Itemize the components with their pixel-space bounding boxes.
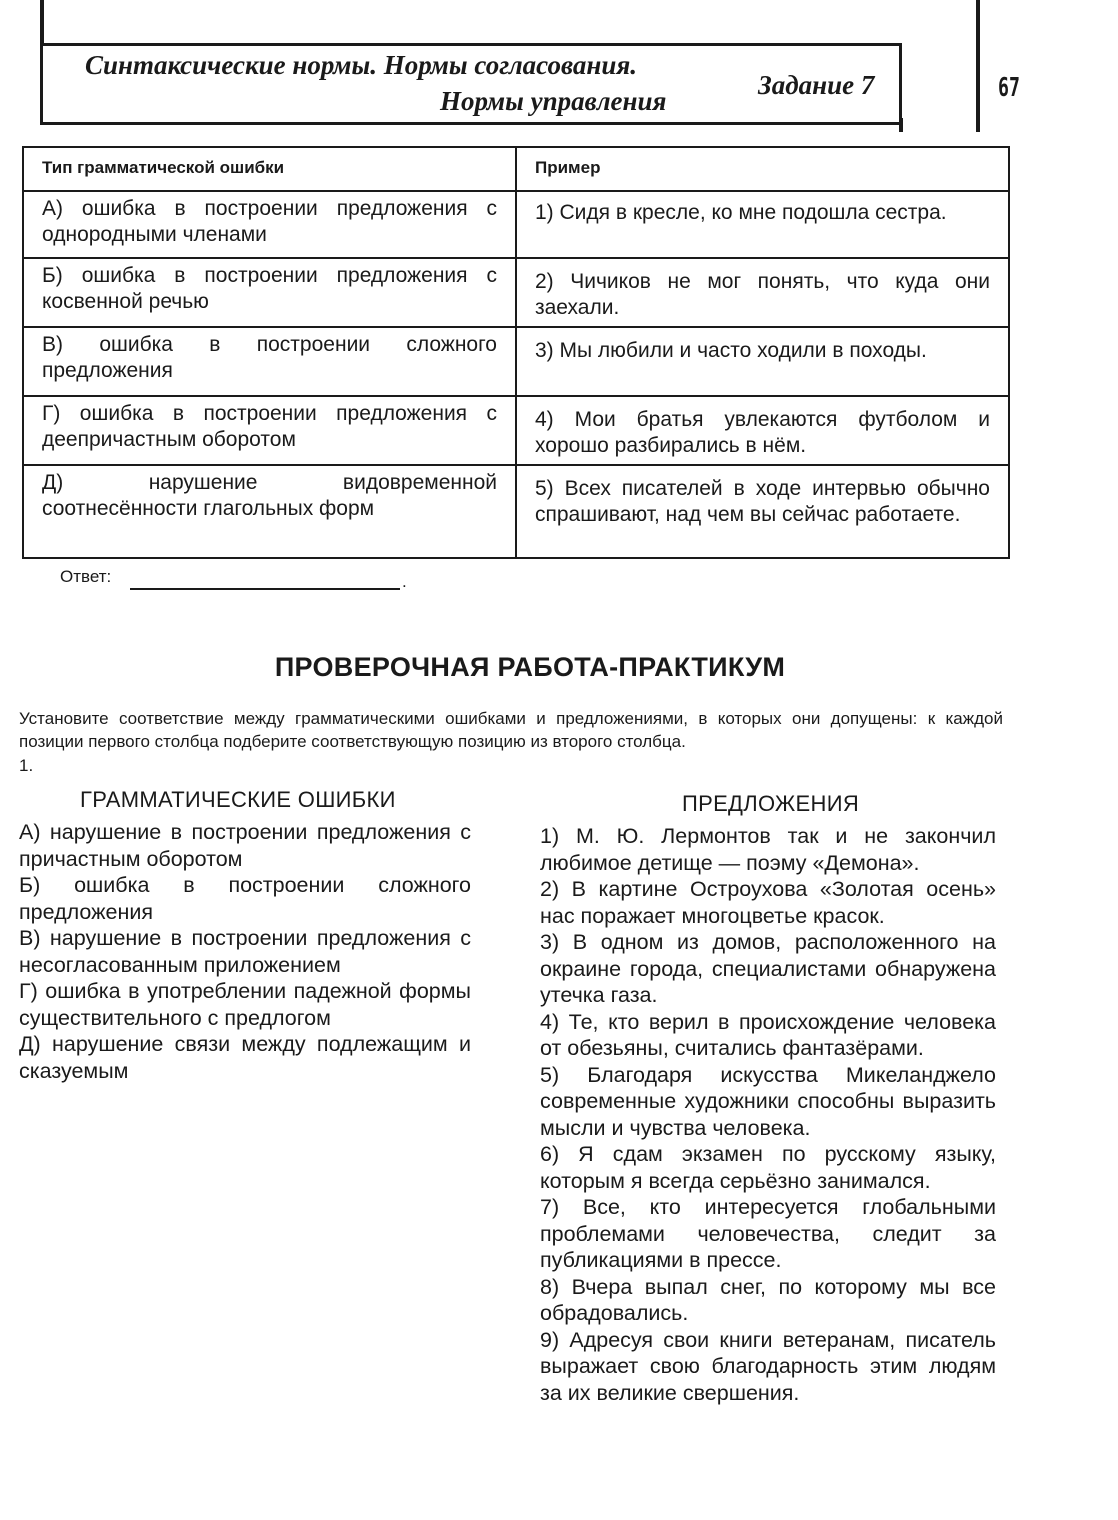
table-row <box>23 258 1009 327</box>
table-header-error-type: Тип грамматической ошибки <box>23 147 516 191</box>
table-header-example: Пример <box>516 147 1009 191</box>
left-margin-rule <box>40 0 44 46</box>
table-cell-example: 5) Всех писателей в ходе интервью обычно спрашивают, над чем вы сейчас работаете. <box>516 465 1009 558</box>
task-instruction: Установите соответствие между грамматическими ошибками и предложениями, в которых они допущены: к каждой позиции первого столбца подберите соответствующую позицию из второго столбца. <box>19 709 1003 751</box>
table-row <box>23 191 1009 258</box>
task-number: 1. <box>19 756 34 775</box>
header-title-line1: Синтаксические нормы. Нормы согласования. <box>85 50 638 80</box>
list-item: 6) Я сдам экзамен по русскому языку, которым я всегда серьёзно занимался. <box>540 1142 996 1193</box>
column-heading-sentences: ПРЕДЛОЖЕНИЯ <box>682 791 860 816</box>
table-row <box>23 465 1009 558</box>
list-item: 2) В картине Остроухова «Золотая осень» нас поражает многоцветье красок. <box>540 877 996 928</box>
list-item: 5) Благодаря искусства Микеланджело современные художники способны выразить мысли и чувства человека. <box>540 1062 996 1140</box>
error-example-table <box>22 146 1010 559</box>
table-cell-error: А) ошибка в построении предложения с однородными членами <box>23 191 516 258</box>
list-item: 3) В одном из домов, расположенного на окраине города, специалистами обнаружена утечка газа. <box>540 930 996 1007</box>
list-item: А) нарушение в построении предложения с причастным оборотом <box>19 820 471 871</box>
table-cell-error: Д) нарушение видовременной соотнесённости глагольных форм <box>23 465 516 558</box>
section-title: ПРОВЕРОЧНАЯ РАБОТА-ПРАКТИКУМ <box>274 652 786 682</box>
answer-label: Ответ: <box>60 567 112 586</box>
table-row <box>23 396 1009 465</box>
page-number: 67 <box>998 73 1020 103</box>
list-item: Д) нарушение связи между подлежащим и сказуемым <box>19 1032 471 1083</box>
table-cell-example: 3) Мы любили и часто ходили в походы. <box>516 327 1009 396</box>
header-box-tick <box>899 118 903 132</box>
list-item: 9) Адресуя свои книги ветеранам, писатель выражает свою благодарность этим людям за их великие свершения. <box>540 1327 996 1405</box>
page-margin-rule <box>976 0 980 132</box>
list-item: Б) ошибка в построении сложного предложения <box>19 873 471 924</box>
table-cell-example: 2) Чичиков не мог понять, что куда они заехали. <box>516 258 1009 327</box>
table-cell-error: Г) ошибка в построении предложения с деепричастным оборотом <box>23 396 516 465</box>
answer-line <box>130 588 400 590</box>
column-heading-errors: ГРАММАТИЧЕСКИЕ ОШИБКИ <box>80 787 396 812</box>
task-label: Задание 7 <box>758 70 875 100</box>
errors-list <box>19 819 471 1084</box>
list-item: 8) Вчера выпал снег, по которому мы все обрадовались. <box>540 1274 996 1325</box>
table-header-row <box>23 147 1009 191</box>
table-cell-example: 1) Сидя в кресле, ко мне подошла сестра. <box>516 191 1009 258</box>
table-row <box>23 327 1009 396</box>
table-cell-example: 4) Мои братья увлекаются футболом и хорошо разбирались в нём. <box>516 396 1009 465</box>
list-item: 1) М. Ю. Лермонтов так и не закончил любимое детище — поэму «Демона». <box>540 824 996 875</box>
table-cell-error: Б) ошибка в построении предложения с косвенной речью <box>23 258 516 327</box>
table-cell-error: В) ошибка в построении сложного предложения <box>23 327 516 396</box>
answer-end-dot: . <box>402 572 407 591</box>
sentences-list <box>540 823 996 1406</box>
list-item: Г) ошибка в употреблении падежной формы существительного с предлогом <box>19 979 471 1030</box>
list-item: 4) Те, кто верил в происхождение человека от обезьяны, считались фантазёрами. <box>540 1009 996 1060</box>
list-item: В) нарушение в построении предложения с несогласованным приложением <box>19 926 471 977</box>
header-title-line2: Нормы управления <box>440 86 667 116</box>
list-item: 7) Все, кто интересуется глобальными проблемами человечества, следит за публикациями в прессе. <box>540 1195 996 1272</box>
